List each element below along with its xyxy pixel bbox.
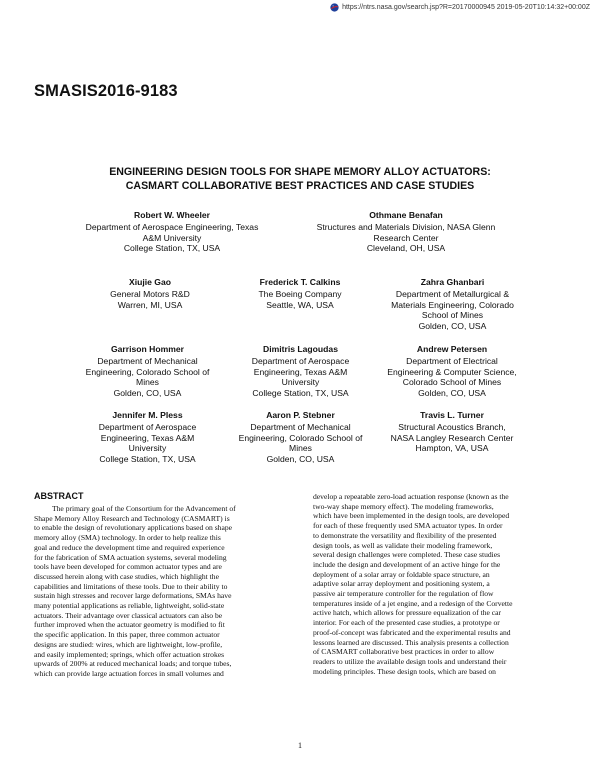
paper-id: SMASIS2016-9183 xyxy=(34,82,178,100)
author-affiliation: Engineering, Colorado School of xyxy=(85,366,210,377)
author-name: Aaron P. Stebner xyxy=(266,410,335,420)
body-text-line: readers to utilize the available design tools and understand their xyxy=(313,656,507,666)
body-text-line: interior. For each of the presented case studies, a prototype or xyxy=(313,618,500,628)
body-text-line: capabilities and limitations of these tools. Due to their ability to xyxy=(34,581,228,591)
author-block xyxy=(72,210,272,254)
author-affiliation: Golden, CO, USA xyxy=(266,454,335,465)
source-header xyxy=(330,3,590,12)
author-name: Xiujie Gao xyxy=(128,277,172,287)
body-text-line: sustain high stresses and recover large deformations, SMAs have xyxy=(34,591,232,601)
body-text-line: which can provide large actuation forces in small volumes and xyxy=(34,668,224,678)
body-text-line: and easily implemented; springs, which offer actuation strokes xyxy=(34,649,225,659)
body-text-line: for each of these frequently used SMA actuator types. In order xyxy=(313,521,503,531)
title-line: ENGINEERING DESIGN TOOLS FOR SHAPE MEMORY ALLOY ACTUATORS: xyxy=(109,166,491,178)
author-name: Andrew Petersen xyxy=(416,344,488,354)
author-affiliation: Golden, CO, USA xyxy=(113,388,182,399)
author-name: Garrison Hommer xyxy=(110,344,185,354)
body-text-line: passive air temperature controller for the regulation of flow xyxy=(313,589,494,599)
body-text-line: lessons learned are discussed. This analysis presents a collection xyxy=(313,637,509,647)
author-affiliation: Engineering & Computer Science, xyxy=(387,366,517,377)
body-text-line: adaptive solar array deployment and positioning system, a xyxy=(313,579,490,589)
paper-title xyxy=(0,165,600,193)
author-affiliation: College Station, TX, USA xyxy=(123,243,221,254)
author-affiliation: Department of Aerospace xyxy=(98,421,197,432)
author-affiliation: Department of Mechanical xyxy=(97,355,198,366)
body-text-line: design tools, as well as validate their modeling framework, xyxy=(313,540,493,550)
author-affiliation: Engineering, Texas A&M xyxy=(253,366,348,377)
author-affiliation: University xyxy=(281,377,320,388)
author-block xyxy=(80,277,220,310)
author-block xyxy=(228,410,373,465)
author-name: Frederick T. Calkins xyxy=(259,277,341,287)
author-block xyxy=(306,210,506,254)
body-text-line: modeling principles. These design tools, which are based on xyxy=(313,666,496,676)
author-affiliation: Structures and Materials Division, NASA Glenn xyxy=(316,221,496,232)
author-affiliation: Research Center xyxy=(373,232,439,243)
abstract-left-column xyxy=(34,504,287,679)
body-text-line: of CASMART collaborative best practices in order to allow xyxy=(313,647,495,657)
author-affiliation: Cleveland, OH, USA xyxy=(366,243,446,254)
author-block xyxy=(377,410,527,454)
body-text-line: proof-of-concept was fabricated and the experimental results and xyxy=(313,627,511,637)
abstract-right-column xyxy=(313,492,566,676)
author-affiliation: NASA Langley Research Center xyxy=(390,432,514,443)
body-text-line: active hatch, which allows for pressure equalization of the car xyxy=(313,608,502,618)
author-name: Jennifer M. Pless xyxy=(112,410,183,420)
author-block xyxy=(75,344,220,399)
author-name: Robert W. Wheeler xyxy=(134,210,210,220)
body-text-line: discussed herein along with case studies, which highlight the xyxy=(34,571,219,581)
body-text-line: for the fabrication of SMA actuation systems, several modeling xyxy=(34,552,227,562)
author-affiliation: Engineering, Texas A&M xyxy=(100,432,195,443)
body-text-line: two-way shape memory effect). The modeling frameworks, xyxy=(313,501,494,511)
body-text-line: goal and reduce the development time and required experience xyxy=(34,542,225,552)
author-block xyxy=(380,277,525,332)
author-block xyxy=(230,277,370,310)
body-text-line: to demonstrate the versatility and flexibility of the presented xyxy=(313,530,497,540)
body-text-line: The primary goal of the Consortium for the Advancement of xyxy=(52,504,236,513)
body-text-line: include the design and development of an active hinge for the xyxy=(313,559,501,569)
author-affiliation: General Motors R&D xyxy=(110,288,190,299)
source-url[interactable]: https://ntrs.nasa.gov/search.jsp?R=20170000945 2019-05-20T10:14:32+00:00Z xyxy=(342,4,590,11)
author-affiliation: Structural Acoustics Branch, xyxy=(398,421,506,432)
author-affiliation: University xyxy=(128,443,167,454)
author-affiliation: Seattle, WA, USA xyxy=(266,299,334,310)
body-text-line: which have been implemented in the design tools, are developed xyxy=(313,511,510,521)
author-name: Dimitris Lagoudas xyxy=(263,344,338,354)
body-text-line: many potential applications as reliable, lightweight, solid-state xyxy=(34,601,225,611)
author-block xyxy=(75,410,220,465)
body-text-line: temperatures inside of a jet engine, and a redesign of the Corvette xyxy=(313,598,513,608)
author-affiliation: Engineering, Colorado School of xyxy=(238,432,363,443)
author-affiliation: Mines xyxy=(136,377,159,388)
author-affiliation: Hampton, VA, USA xyxy=(415,443,489,454)
body-text-line: several design challenges were completed. These case studies xyxy=(313,550,501,560)
author-name: Travis L. Turner xyxy=(420,410,484,420)
author-affiliation: Department of Aerospace Engineering, Texas xyxy=(85,221,259,232)
body-text-line: deployment of a solar array or foldable space structure, an xyxy=(313,569,490,579)
author-affiliation: Mines xyxy=(289,443,312,454)
author-affiliation: Golden, CO, USA xyxy=(418,388,486,399)
author-affiliation: A&M University xyxy=(142,232,202,243)
author-affiliation: Department of Metallurgical & xyxy=(395,288,510,299)
author-affiliation: Colorado School of Mines xyxy=(402,377,502,388)
author-affiliation: College Station, TX, USA xyxy=(252,388,349,399)
author-affiliation: The Boeing Company xyxy=(258,288,342,299)
author-affiliation: Warren, MI, USA xyxy=(117,299,183,310)
body-text-line: develop a repeatable zero-load actuation response (known as the xyxy=(313,492,509,501)
author-affiliation: Department of Mechanical xyxy=(250,421,351,432)
body-text-line: memory alloy (SMA) technology. In order to help realize this xyxy=(34,533,221,543)
author-affiliation: Department of Aerospace xyxy=(251,355,350,366)
author-affiliation: School of Mines xyxy=(421,310,484,321)
body-text-line: further improved when the actuator geometry is modified to fit xyxy=(34,620,225,630)
body-text-line: the specific application. In this paper, three common actuator xyxy=(34,630,220,640)
body-text-line: designs are studied: wires, which are lightweight, low-profile, xyxy=(34,639,223,649)
author-block xyxy=(377,344,527,399)
body-text-line: to enable the design of revolutionary applications based on shape xyxy=(34,523,233,533)
body-text-line: tools have been developed for common actuator types and are xyxy=(34,562,222,572)
author-block xyxy=(228,344,373,399)
author-name: Zahra Ghanbari xyxy=(420,277,485,287)
author-affiliation: Department of Electrical xyxy=(406,355,498,366)
author-affiliation: Materials Engineering, Colorado xyxy=(391,299,514,310)
author-name: Othmane Benafan xyxy=(369,210,443,220)
author-affiliation: Golden, CO, USA xyxy=(418,321,487,332)
nasa-logo-icon xyxy=(330,3,339,12)
body-text-line: upwards of 200% at reduced mechanical loads; and torque tubes, xyxy=(34,659,232,669)
body-text-line: actuators. Their advantage over classical actuators can also be xyxy=(34,610,223,620)
page-number: 1 xyxy=(298,741,302,750)
title-line: CASMART COLLABORATIVE BEST PRACTICES AND CASE STUDIES xyxy=(125,180,475,192)
abstract-heading: ABSTRACT xyxy=(34,491,84,501)
body-text-line: Shape Memory Alloy Research and Technology (CASMART) is xyxy=(34,513,230,523)
author-affiliation: College Station, TX, USA xyxy=(99,454,196,465)
